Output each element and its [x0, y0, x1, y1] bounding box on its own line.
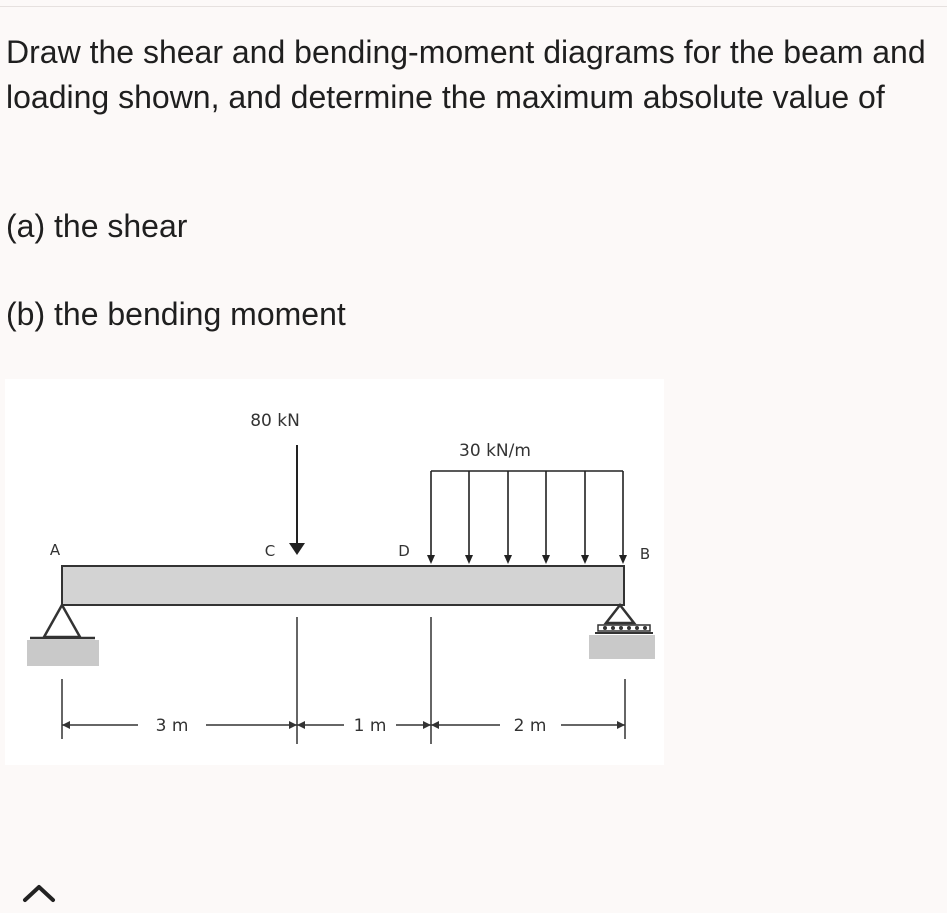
point-load-label: 80 kN — [250, 411, 300, 431]
roller-support-b — [589, 605, 655, 659]
dimension-cd-label: 1 m — [353, 716, 387, 736]
point-d-label: D — [398, 542, 410, 560]
distributed-load-label: 30 kN/m — [459, 441, 531, 461]
top-divider — [0, 6, 947, 7]
chevron-up-icon[interactable] — [20, 878, 60, 908]
question-text: Draw the shear and bending-moment diagrams for the beam and loading shown, and determine the maximum absolute value of — [6, 34, 926, 115]
beam-diagram — [5, 379, 664, 765]
part-b-text: (b) the bending moment — [6, 296, 346, 332]
part-a-text: (a) the shear — [6, 208, 188, 244]
point-a-label: A — [49, 541, 61, 559]
dimension-ac-label: 3 m — [155, 716, 189, 736]
beam-figure — [5, 379, 664, 765]
beam — [62, 566, 624, 605]
point-c-label: C — [264, 542, 276, 560]
dimension-db-label: 2 m — [513, 716, 547, 736]
distributed-load-arrows — [427, 471, 627, 564]
pin-support-a — [27, 605, 99, 666]
point-load-arrow — [289, 445, 305, 555]
chevron-up-icon-graphic — [20, 878, 60, 908]
point-b-label: B — [639, 545, 651, 563]
